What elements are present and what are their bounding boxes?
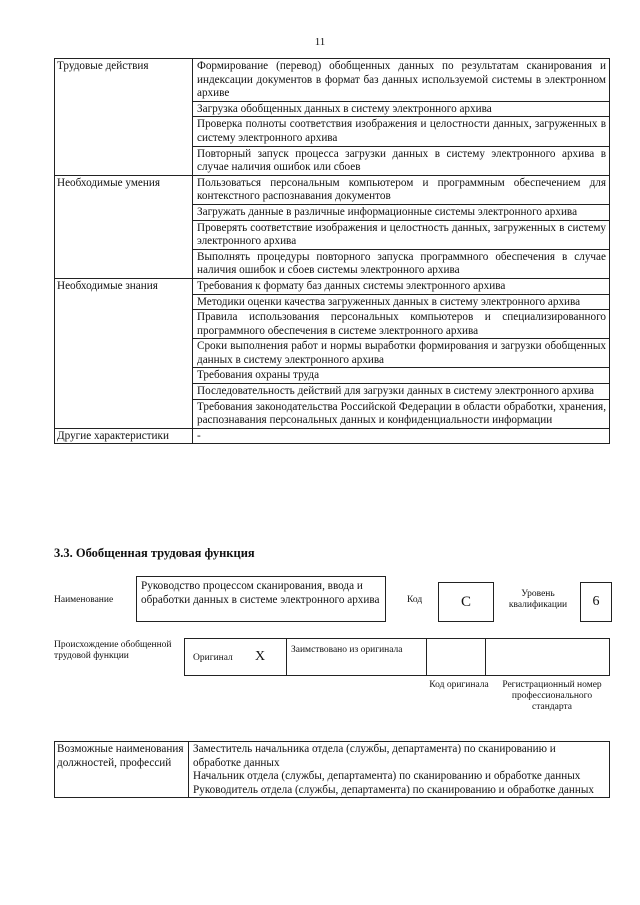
page-number: 11	[314, 36, 326, 48]
table-cell: Последовательность действий для загрузки данных в систему электронного архива	[193, 384, 610, 400]
name-label: Наименование	[54, 595, 114, 605]
table-row	[55, 428, 610, 444]
job-title: Заместитель начальника отдела (службы, департамента) по сканированию и обработке данных	[193, 743, 556, 769]
origin-label: Происхождение обобщенной трудовой функции	[54, 640, 172, 661]
table-cell: Загрузка обобщенных данных в систему электронного архива	[193, 101, 610, 117]
original-mark: X	[255, 649, 266, 664]
code-label: Код	[407, 595, 423, 605]
row-group-label: Необходимые умения	[55, 175, 193, 278]
table-cell: Проверять соответствие изображения и целостность данных, загруженных в систему электронного архива	[193, 220, 610, 249]
original-label: Оригинал	[193, 653, 233, 663]
origin-row	[184, 638, 610, 676]
function-name-box: Руководство процессом сканирования, ввода и обработки данных в системе электронного архива	[136, 576, 386, 622]
job-title: Начальник отдела (службы, департамента) по сканированию и обработке данных	[193, 770, 581, 783]
job-titles-label: Возможные наименования должностей, профессий	[55, 742, 189, 798]
registration-caption: Регистрационный номер профессионального стандарта	[502, 680, 602, 712]
job-titles-table	[54, 741, 610, 798]
code-original-caption: Код оригинала	[429, 680, 489, 690]
labor-functions-table	[54, 58, 610, 444]
qualification-level-box: 6	[580, 582, 612, 622]
row-group-label: Другие характеристики	[55, 428, 193, 444]
table-row	[55, 175, 610, 204]
table-cell: Сроки выполнения работ и нормы выработки формирования и загрузки обобщенных данных в систему электронного архива	[193, 339, 610, 368]
section-title: 3.3. Обобщенная трудовая функция	[54, 546, 255, 560]
row-group-label: Необходимые знания	[55, 278, 193, 428]
table-cell: Выполнять процедуры повторного запуска программного обеспечения в случае наличия ошибок и сбоев системы электронного архива	[193, 249, 610, 278]
table-cell: Пользоваться персональным компьютером и программным обеспечением для контекстного распознавания документов	[193, 175, 610, 204]
table-cell: Формирование (перевод) обобщенных данных по результатам сканирования и индексации документов в формат баз данных используемой системы в электронном архиве	[193, 59, 610, 102]
job-title: Руководитель отдела (службы, департамента) по сканированию и обработке данных	[193, 783, 594, 796]
table-cell: Повторный запуск процесса загрузки данных в систему электронного архива в случае наличия ошибок или сбоев	[193, 146, 610, 175]
table-cell: -	[193, 428, 610, 444]
job-titles-list	[189, 742, 610, 798]
table-cell: Загружать данные в различные информационные системы электронного архива	[193, 204, 610, 220]
table-row	[55, 278, 610, 294]
borrowed-label: Заимствовано из оригинала	[291, 645, 403, 655]
table-cell: Методики оценки качества загруженных данных в систему электронного архива	[193, 294, 610, 310]
level-label: Уровень квалификации	[508, 589, 568, 610]
table-cell: Требования к формату баз данных системы электронного архива	[193, 278, 610, 294]
function-code-box: C	[438, 582, 494, 622]
table-cell: Проверка полноты соответствия изображения и целостности данных, загруженных в систему электронного архива	[193, 117, 610, 146]
row-group-label: Трудовые действия	[55, 59, 193, 176]
table-cell: Требования законодательства Российской Федерации в области обработки, хранения, распознавания персональных данных и конфиденциальности информации	[193, 399, 610, 428]
table-cell: Правила использования персональных компьютеров и специализированного программного обеспечения в системе электронного архива	[193, 310, 610, 339]
table-cell: Требования охраны труда	[193, 368, 610, 384]
table-row	[55, 59, 610, 102]
